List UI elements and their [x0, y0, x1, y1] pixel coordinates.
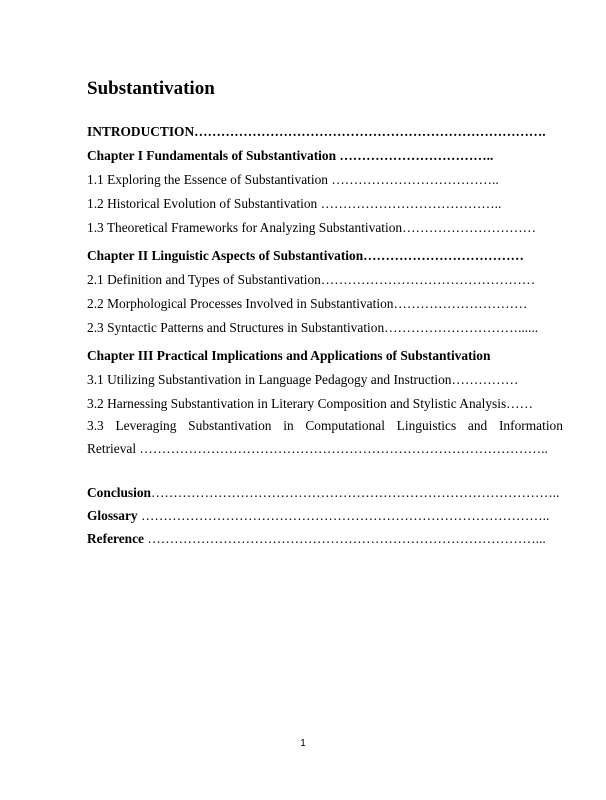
page-number: 1: [300, 738, 306, 749]
toc-glossary-label: Glossary: [87, 508, 138, 523]
toc-item-1-1: 1.1 Exploring the Essence of Substantivation ………………………………..: [87, 172, 499, 187]
toc-item-3-3-word: Linguistics: [396, 418, 457, 433]
toc-reference-label: Reference: [87, 531, 144, 546]
toc-item-3-3-word: Information: [498, 418, 563, 433]
toc-conclusion: [87, 485, 563, 501]
toc-item-3-3-word: 3.3: [87, 418, 104, 433]
toc-item-1-3: 1.3 Theoretical Frameworks for Analyzing Substantivation…………………………: [87, 220, 537, 235]
toc-item-2-3: 2.3 Syntactic Patterns and Structures in Substantivation…………………………......: [87, 320, 539, 335]
toc-conclusion-leader: ………………………………………………………………………………..: [151, 485, 560, 500]
document-title: Substantivation: [87, 78, 215, 99]
toc-item-3-3-word: Computational: [305, 418, 385, 433]
toc-item-3-3-line-1: [87, 418, 563, 434]
toc-item-3-2: 3.2 Harnessing Substantivation in Literary Composition and Stylistic Analysis……: [87, 396, 533, 411]
toc-item-3-3-word: in: [283, 418, 294, 433]
toc-reference-leader: ……………………………………………………………………………...: [144, 531, 546, 546]
toc-item-3-3-word: Substantivation: [188, 418, 272, 433]
toc-item-1-2: 1.2 Historical Evolution of Substantivation …………………………………..: [87, 196, 502, 211]
toc-item-2-1: 2.1 Definition and Types of Substantivation…………………………………………: [87, 272, 536, 287]
toc-item-3-3-word: and: [467, 418, 488, 433]
toc-item-3-1: 3.1 Utilizing Substantivation in Language Pedagogy and Instruction……………: [87, 372, 519, 387]
toc-item-3-3-word: Leveraging: [115, 418, 177, 433]
toc-glossary-leader: ………………………………………………………………………………..: [137, 508, 550, 523]
toc-chapter-1-heading: Chapter I Fundamentals of Substantivation ……………………………..: [87, 148, 494, 163]
toc-conclusion-label: Conclusion: [87, 485, 151, 500]
toc-glossary: [87, 508, 563, 524]
toc-reference: [87, 531, 563, 547]
toc-item-2-2: 2.2 Morphological Processes Involved in Substantivation…………………………: [87, 296, 528, 311]
toc-introduction: INTRODUCTION…………………………………………………………………….: [87, 124, 546, 139]
toc-chapter-2-heading: Chapter II Linguistic Aspects of Substantivation………………………………: [87, 248, 524, 263]
toc-item-3-3-line-2: Retrieval ………………………………………………………………………………..: [87, 441, 548, 456]
toc-chapter-3-heading: Chapter III Practical Implications and Applications of Substantivation: [87, 348, 491, 363]
